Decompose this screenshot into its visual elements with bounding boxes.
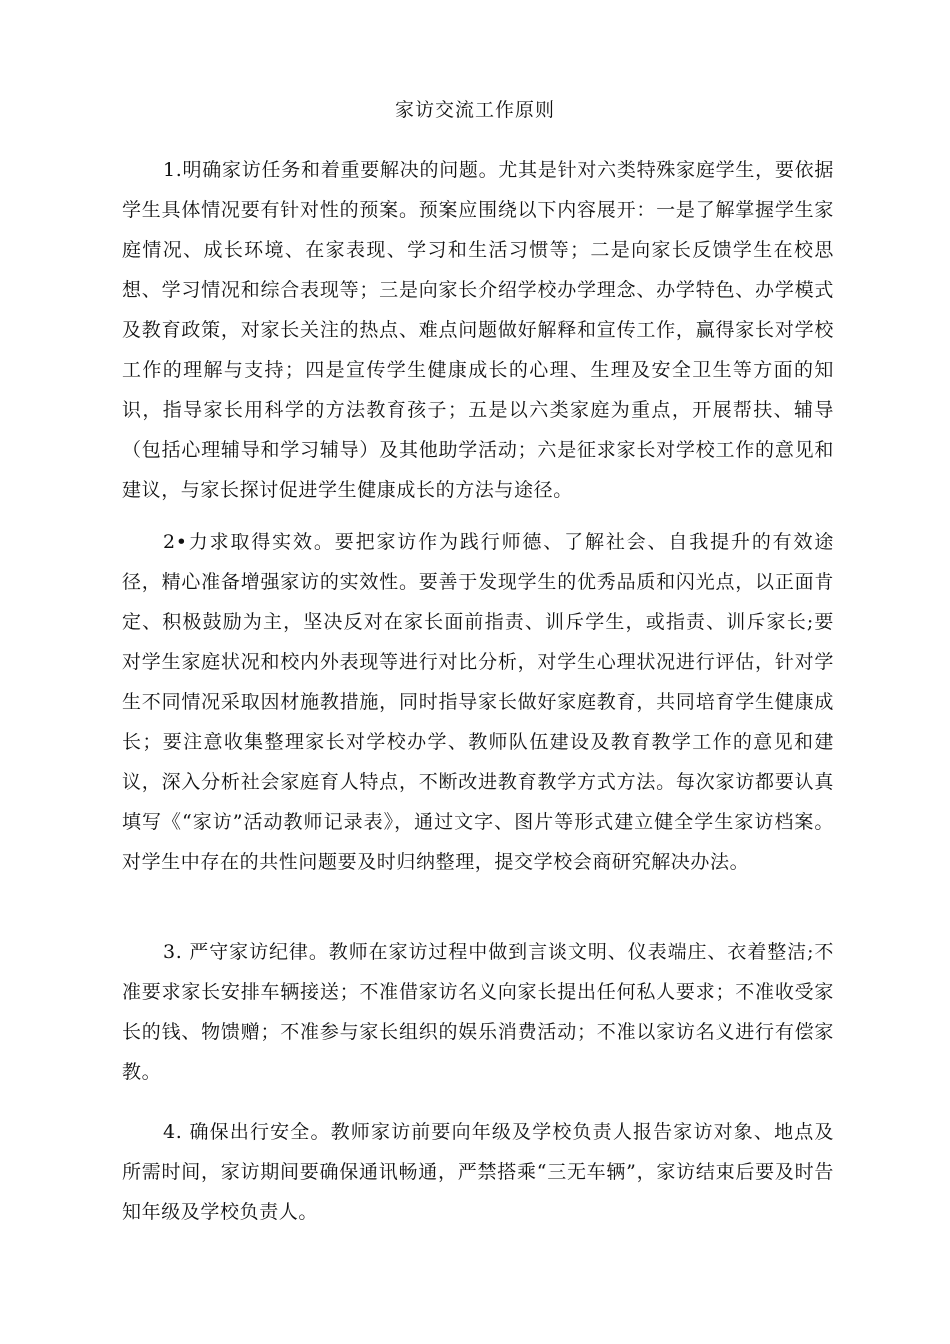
paragraph-visit-tasks: 1.明确家访任务和着重要解决的问题。尤其是针对六类特殊家庭学生，要依据学生具体情况要有针对性的预案。预案应围绕以下内容展开：一是了解掌握学生家庭情况、成长环境、在家表现、学习和生活习惯等；二是向家长反馈学生在校思想、学习情况和综合表现等；三是向家长介绍学校办学理念、办学特色、办学模式及教育政策，对家长关注的热点、难点问题做好解释和宣传工作，赢得家长对学校工作的理解与支持；四是宣传学生健康成长的心理、生理及安全卫生等方面的知识，指导家长用科学的方法教育孩子；五是以六类家庭为重点，开展帮扶、辅导（包括心理辅导和学习辅导）及其他助学活动；六是征求家长对学校工作的意见和建议，与家长探讨促进学生健康成长的方法与途径。 — [122, 159, 834, 501]
paragraph-safety: 4. 确保出行安全。教师家访前要向年级及学校负责人报告家访对象、地点及所需时间，家访期间要确保通讯畅通，严禁搭乘“三无车辆”，家访结束后要及时告知年级及学校负责人。 — [122, 1121, 834, 1223]
paragraph-effectiveness: 2•力求取得实效。要把家访作为践行师德、了解社会、自我提升的有效途径，精心准备增强家访的实效性。要善于发现学生的优秀品质和闪光点，以正面肯定、积极鼓励为主，坚决反对在家长面前指责、训斥学生，或指责、训斥家长;要对学生家庭状况和校内外表现等进行对比分析，对学生心理状况进行评估，针对学生不同情况采取因材施教措施，同时指导家长做好家庭教育，共同培育学生健康成长；要注意收集整理家长对学校办学、教师队伍建设及教育教学工作的意见和建议，深入分析社会家庭育人特点，不断改进教育教学方式方法。每次家访都要认真填写《“家访”活动教师记录表》，通过文字、图片等形式建立健全学生家访档案。对学生中存在的共性问题要及时归纳整理，提交学校会商研究解决办法。 — [122, 531, 834, 873]
document-title: 家访交流工作原则 — [394, 99, 555, 121]
paragraph-discipline: 3. 严守家访纪律。教师在家访过程中做到言谈文明、仪表端庄、衣着整洁;不准要求家长安排车辆接送；不准借家访名义向家长提出任何私人要求；不准收受家长的钱、物馈赠；不准参与家长组织的娱乐消费活动；不准以家访名义进行有偿家教。 — [122, 941, 834, 1083]
